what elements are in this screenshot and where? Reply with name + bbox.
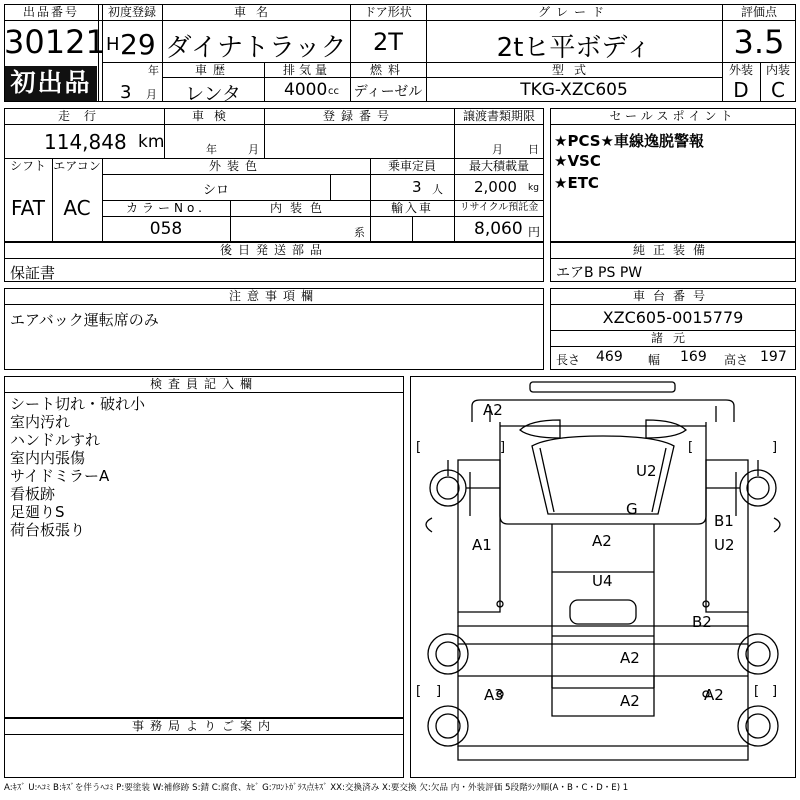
inspector-line: シート切れ・破れ小 xyxy=(10,395,146,413)
sales-label: セールスポイント xyxy=(609,109,737,123)
reg-month-unit: 月 xyxy=(146,88,157,101)
front-right-wheel xyxy=(738,634,778,674)
left-headlight xyxy=(520,420,560,438)
load-unit: kg xyxy=(528,183,539,193)
transfer-day-unit: 日 xyxy=(528,143,539,156)
front-bumper-outline xyxy=(472,400,734,422)
inspection-label: 車検 xyxy=(191,109,236,123)
fuel-tank xyxy=(570,600,636,624)
chassis-rule xyxy=(550,346,796,347)
history-label: 車歴 xyxy=(194,63,231,77)
front-left-wheel xyxy=(428,634,468,674)
height-label: 高さ xyxy=(724,353,749,367)
recycle-label: リサイクル預託金 xyxy=(459,202,539,213)
notes-value: エアバック運転席のみ xyxy=(10,311,159,329)
damage-mark: B1 xyxy=(714,512,734,530)
notes-label: 注意事項欄 xyxy=(228,289,319,303)
interior-color-label: 内装色 xyxy=(269,201,330,215)
rear-right-wheel xyxy=(738,706,778,746)
reg-label: 初度登録 xyxy=(107,5,156,19)
office-label: 事務局よりご案内 xyxy=(131,719,276,733)
equipment-value: エアB PS PW xyxy=(556,265,643,281)
model-value: TKG-XZC605 xyxy=(520,80,628,100)
recycle-value: 8,060 xyxy=(474,219,523,239)
reg-year: 29 xyxy=(120,28,156,61)
diagram-bracket: ] xyxy=(500,440,506,455)
model-label: 型式 xyxy=(551,63,596,77)
specs-rule xyxy=(4,124,544,125)
specs-rule xyxy=(102,174,544,175)
damage-mark: A2 xyxy=(592,532,612,550)
displacement-unit: cc xyxy=(328,86,339,97)
specs-divider xyxy=(454,108,455,242)
damage-mark: U2 xyxy=(714,536,735,554)
office-rule xyxy=(4,734,404,735)
ext-label: 外装 xyxy=(728,63,753,77)
inspector-line: 室内内張傷 xyxy=(10,449,86,467)
diagram-bracket: [ xyxy=(416,440,422,455)
color-label: 外装色 xyxy=(208,159,263,173)
cab-outline xyxy=(500,422,706,524)
header-rule xyxy=(4,20,796,21)
displacement-value: 4000 xyxy=(284,80,328,100)
reg-era: H xyxy=(106,34,120,55)
fuel-label: 燃料 xyxy=(369,63,406,77)
color-value: シロ xyxy=(202,183,229,198)
lot-label: 出品番号 xyxy=(22,5,79,19)
ac-label: エアコン xyxy=(53,159,101,173)
capacity-label: 乗車定員 xyxy=(387,159,436,173)
history-value: レンタ xyxy=(185,83,241,105)
damage-mark: U4 xyxy=(592,572,613,590)
score-value: 3.5 xyxy=(733,23,785,61)
legend-text: A:ｷｽﾞ U:ﾍｺﾐ B:ｷｽﾞを伴うﾍｺﾐ P:要塗装 W:補修跡 S:錆 C:腐食、ｶﾋﾞ G:ﾌﾛﾝﾄｶﾞﾗｽ点ｷｽﾞ XX:交換済み X:要交換 欠:欠品 内・外装評価 5段階ﾗﾝｸ順(A・B・C・D・E) 1 xyxy=(4,783,629,793)
import-label: 輸入車 xyxy=(390,201,433,215)
width-value: 169 xyxy=(680,349,707,365)
transfer-label: 譲渡書類期限 xyxy=(462,109,535,123)
ac-value: AC xyxy=(63,196,91,220)
chassis-number: XZC605-0015779 xyxy=(602,308,744,327)
diagram-bracket: [ xyxy=(754,684,760,699)
sales-rule xyxy=(550,124,796,125)
diagram-bracket: [ xyxy=(416,684,422,699)
car-name: ダイナトラック xyxy=(165,33,347,63)
sales-point: ★PCS★車線逸脱警報 xyxy=(554,132,704,150)
ext-grade: D xyxy=(733,78,749,102)
damage-mark: A2 xyxy=(483,401,503,419)
length-label: 長さ xyxy=(556,353,581,367)
height-value: 197 xyxy=(760,349,787,365)
equipment-label: 純正装備 xyxy=(632,243,713,257)
rear-left-wheel xyxy=(428,706,468,746)
score-label: 評価点 xyxy=(740,5,777,19)
int-grade: C xyxy=(771,78,785,102)
damage-mark: A2 xyxy=(704,686,724,704)
reg-year-unit: 年 xyxy=(148,64,159,77)
length-value: 469 xyxy=(596,349,623,365)
color-no-value: 058 xyxy=(149,219,183,239)
door-label: ドア形状 xyxy=(364,5,412,19)
after-parts-label: 後日発送部品 xyxy=(219,243,328,257)
inspector-line: ハンドルすれ xyxy=(10,431,101,449)
fuel-value: ディーゼル xyxy=(353,84,423,100)
inspection-month-unit: 月 xyxy=(248,143,259,156)
inspector-line: サイドミラーA xyxy=(10,467,110,485)
reg-month: 3 xyxy=(120,82,132,103)
chassis-label: 車台番号 xyxy=(632,289,713,303)
damage-mark: A1 xyxy=(472,536,492,554)
shift-value: FAT xyxy=(10,196,45,220)
inspector-rule xyxy=(4,392,404,393)
diagram-bracket: ] xyxy=(772,684,778,699)
right-headlight xyxy=(646,420,686,438)
mileage-value: 114,848 xyxy=(44,130,127,154)
door-value: 2T xyxy=(373,28,403,56)
inspector-line: 足廻りS xyxy=(10,503,65,521)
mileage-unit: km xyxy=(138,132,165,152)
specs-rule xyxy=(102,216,544,217)
grade-value: 2tヒ平ボディ xyxy=(496,33,652,63)
roof-marker xyxy=(530,382,675,392)
after-parts-value: 保証書 xyxy=(10,264,56,282)
inspector-line: 看板跡 xyxy=(10,485,56,503)
plate-label: 登録番号 xyxy=(322,109,395,123)
color-no-label: カラーNo. xyxy=(126,201,206,215)
sales-point: ★VSC xyxy=(554,152,601,170)
inspection-year-unit: 年 xyxy=(206,143,217,156)
mileage-label: 走行 xyxy=(57,109,110,123)
damage-mark: A2 xyxy=(620,649,640,667)
diagram-bracket: ] xyxy=(772,440,778,455)
inspector-line: 室内汚れ xyxy=(10,413,71,431)
interior-color-suffix: 系 xyxy=(354,226,365,239)
car-name-label: 車名 xyxy=(233,5,278,19)
damage-mark: U2 xyxy=(636,462,657,480)
displacement-label: 排気量 xyxy=(282,63,331,77)
notes-rule xyxy=(4,304,544,305)
load-value: 2,000 xyxy=(474,178,517,196)
lot-number: 30121 xyxy=(4,23,106,61)
damage-mark: A3 xyxy=(484,686,504,704)
dims-label: 諸元 xyxy=(650,331,695,345)
diagram-bracket: ] xyxy=(436,684,442,699)
grade-label: グレード xyxy=(537,5,610,19)
chassis-rule xyxy=(550,304,796,305)
damage-mark: B2 xyxy=(692,613,712,631)
specs-divider xyxy=(412,216,413,242)
shift-label: シフト xyxy=(9,159,46,173)
damage-mark: A2 xyxy=(620,692,640,710)
inspector-line: 荷台板張り xyxy=(10,521,86,539)
sales-point: ★ETC xyxy=(554,174,599,192)
header-rule xyxy=(162,77,722,78)
diagram-bracket: [ xyxy=(688,440,694,455)
specs-frame xyxy=(4,108,544,242)
int-label: 内装 xyxy=(765,63,790,77)
width-label: 幅 xyxy=(648,353,661,367)
recycle-unit: 円 xyxy=(528,225,541,239)
capacity-value: 3 xyxy=(412,178,422,196)
equipment-rule xyxy=(550,258,796,259)
capacity-unit: 人 xyxy=(432,183,443,196)
after-rule xyxy=(4,258,544,259)
specs-divider xyxy=(330,174,331,200)
first-listing-text: 初出品 xyxy=(10,68,92,97)
transfer-month-unit: 月 xyxy=(492,143,503,156)
damage-mark: G xyxy=(626,500,638,518)
inspector-label: 検査員記入欄 xyxy=(149,377,258,391)
load-label: 最大積載量 xyxy=(468,159,529,173)
